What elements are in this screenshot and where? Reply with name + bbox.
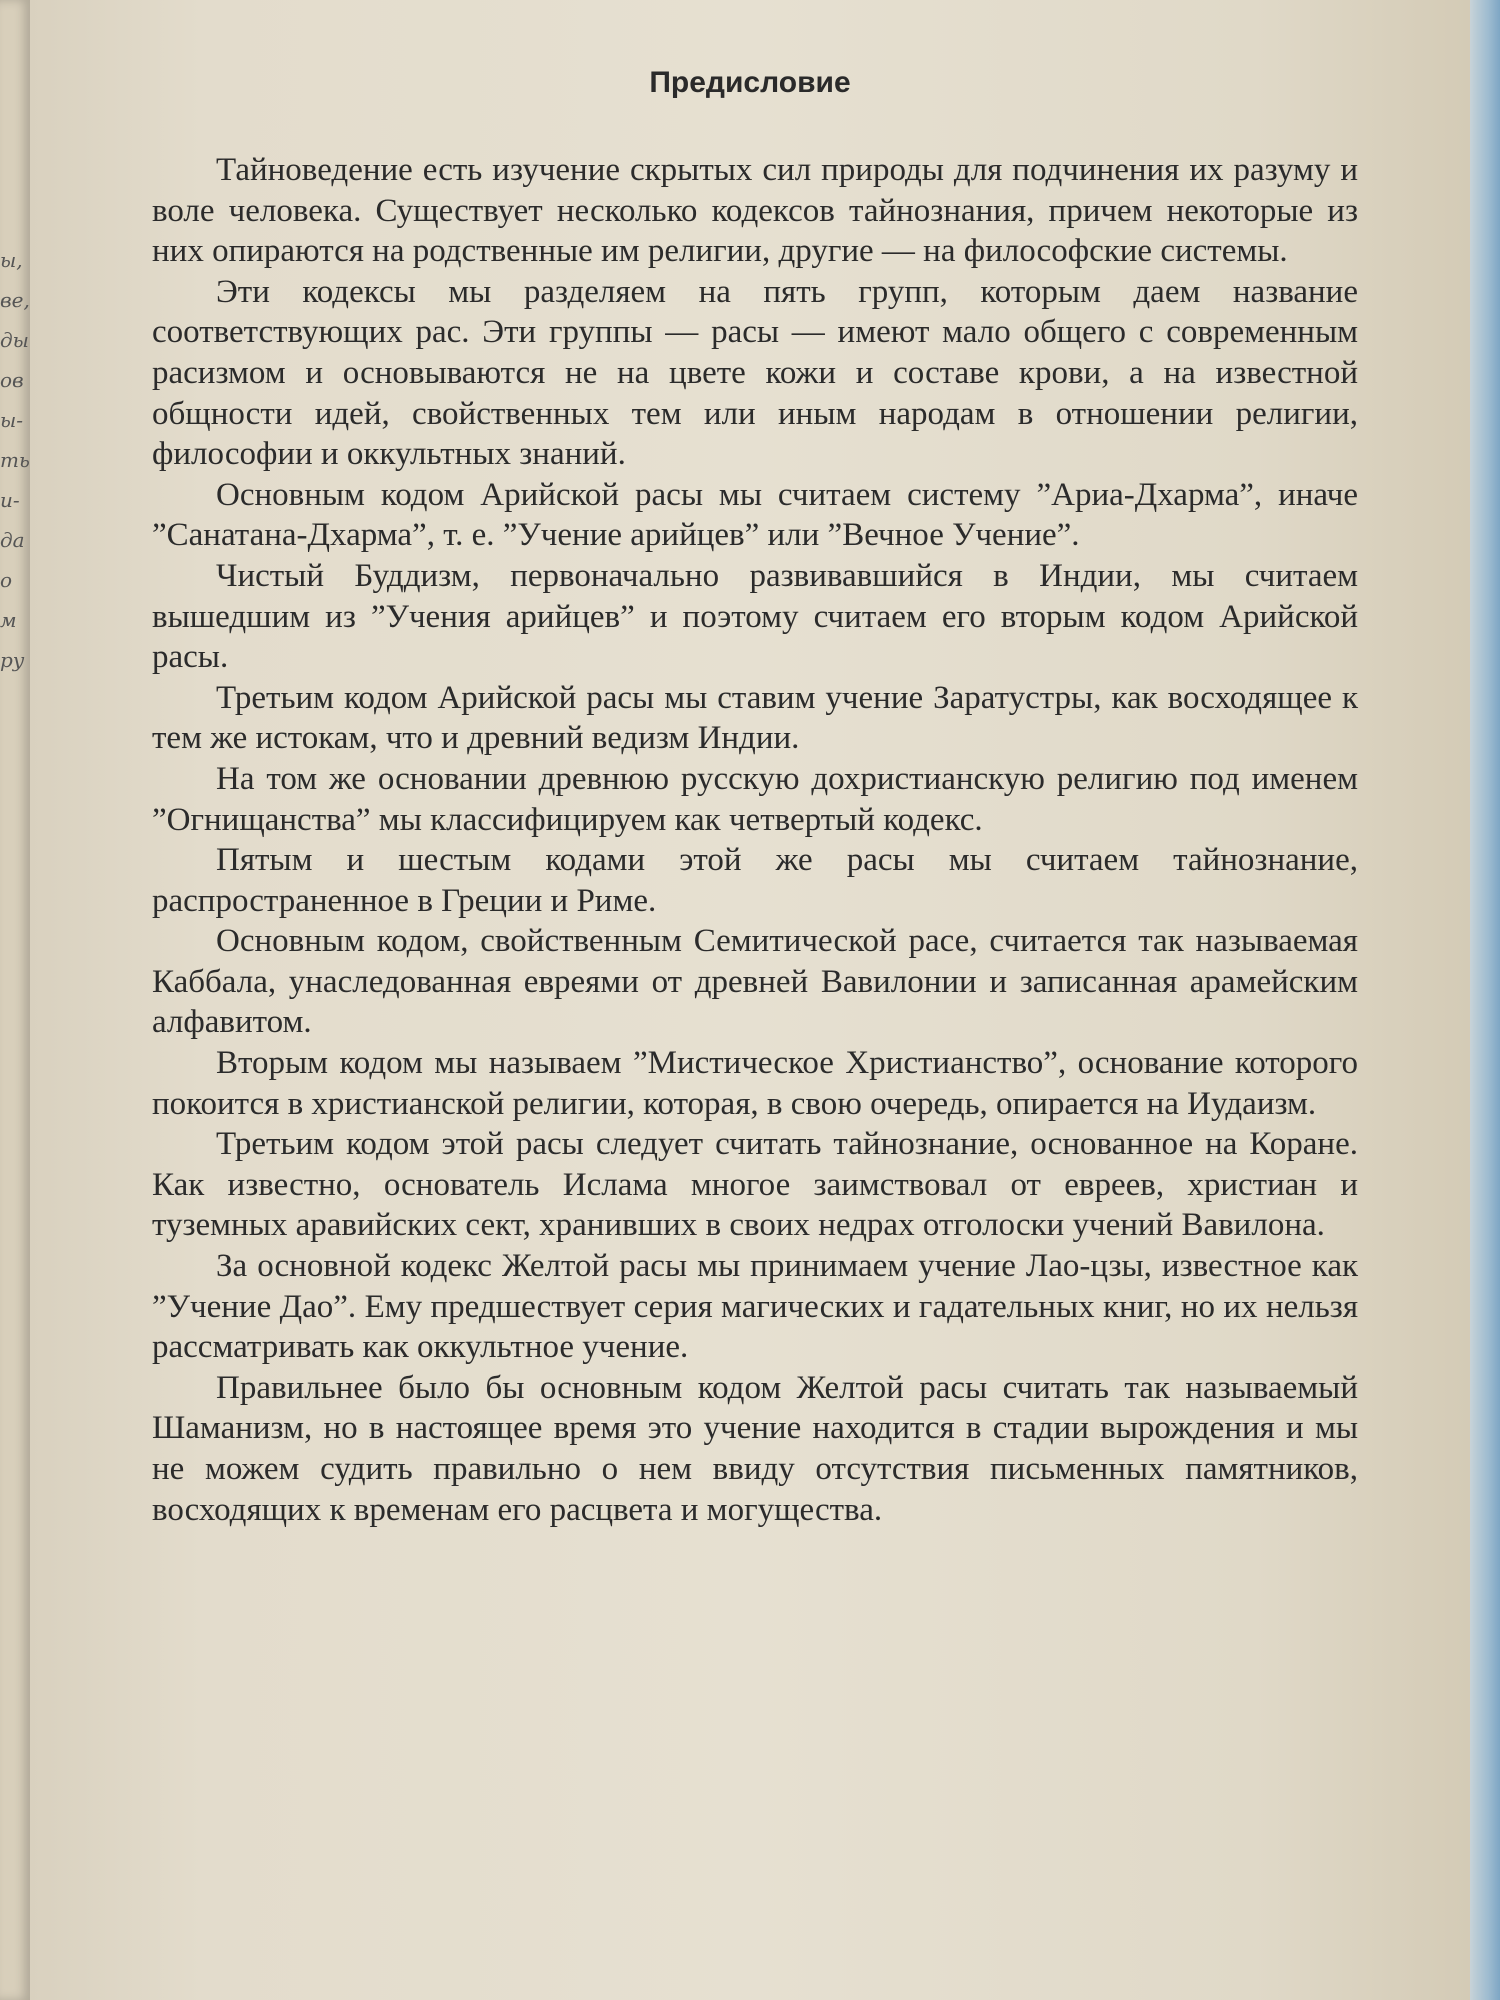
page-title: Предисловие (649, 66, 851, 99)
paragraph: На том же основании древнюю русскую дохристианскую религию под именем ”Огнищанства” мы классифицируем как четвертый кодекс. (152, 760, 1358, 838)
margin-fragment: ру (0, 648, 25, 672)
paragraph: Эти кодексы мы разделяем на пять групп, которым даем название соответствующих рас. Эти группы — расы — имеют мало общего с современным расизмом и основываются не на цвете кожи и составе крови, а на известной общности идей, свойственных тем или иным народам в отношении религии, философии и оккультных знаний. (152, 273, 1358, 473)
margin-fragment: и- (0, 488, 20, 512)
facing-page-edge (0, 0, 30, 2000)
paragraph: Пятым и шестым кодами этой же расы мы считаем тайнознание, распространенное в Греции и Риме. (152, 842, 1358, 919)
paragraph: За основной кодекс Желтой расы мы принимаем учение Лао-цзы, известное как ”Учение Дао”. Ему предшествует серия магических и гадательных книг, но их нельзя рассматривать как оккультное учение. (152, 1248, 1358, 1366)
paragraph: Основным кодом, свойственным Семитической расе, считается так называемая Каббала, унаследованная евреями от древней Вавилонии и записанная арамейским алфавитом. (152, 923, 1358, 1041)
margin-fragment: ы- (0, 408, 24, 432)
margin-fragment: ть (0, 448, 30, 472)
margin-fragment: ве, (0, 288, 30, 312)
margin-fragment: ов (0, 368, 24, 392)
facing-page-text-fragments (0, 240, 30, 680)
paragraph: Третьим кодом этой расы следует считать тайнознание, основанное на Коране. Как известно, основатель Ислама многое заимствовал от евреев, христиан и туземных аравийских сект, хранивших в своих недрах отголоски учений Вавилона. (152, 1126, 1358, 1244)
paragraph: Правильнее было бы основным кодом Желтой расы считать так называемый Шаманизм, но в настоящее время это учение находится в стадии вырождения и мы не можем судить правильно о нем ввиду отсутствия письменных памятников, восходящих к временам его расцвета и могущества. (152, 1369, 1358, 1528)
paragraph: Тайноведение есть изучение скрытых сил природы для подчинения их разуму и воле человека. Существует несколько кодексов тайнознания, причем некоторые из них опираются на родственные им религии, другие — на философские системы. (152, 152, 1358, 270)
paragraph: Чистый Буддизм, первоначально развивавшийся в Индии, мы считаем вышедшим из ”Учения арийцев” и поэтому считаем его вторым кодом Арийской расы. (152, 557, 1358, 676)
margin-fragment: ды (0, 328, 29, 352)
blue-cover-edge (1470, 0, 1500, 2000)
body-text (152, 150, 1358, 1530)
margin-fragment: о (0, 568, 13, 592)
margin-fragment: м (0, 608, 17, 632)
margin-fragment: ы, (0, 248, 23, 272)
paragraph: Третьим кодом Арийской расы мы ставим учение Заратустры, как восходящее к тем же истокам, что и древний ведизм Индии. (152, 679, 1358, 757)
margin-fragment: да (0, 528, 25, 552)
paragraph: Основным кодом Арийской расы мы считаем систему ”Ариа-Дхарма”, иначе ”Санатана-Дхарма”, т. е. ”Учение арийцев” или ”Вечное Учение”. (152, 476, 1358, 554)
paragraph: Вторым кодом мы называем ”Мистическое Христианство”, основание которого покоится в христианской религии, которая, в свою очередь, опирается на Иудаизм. (152, 1045, 1358, 1122)
